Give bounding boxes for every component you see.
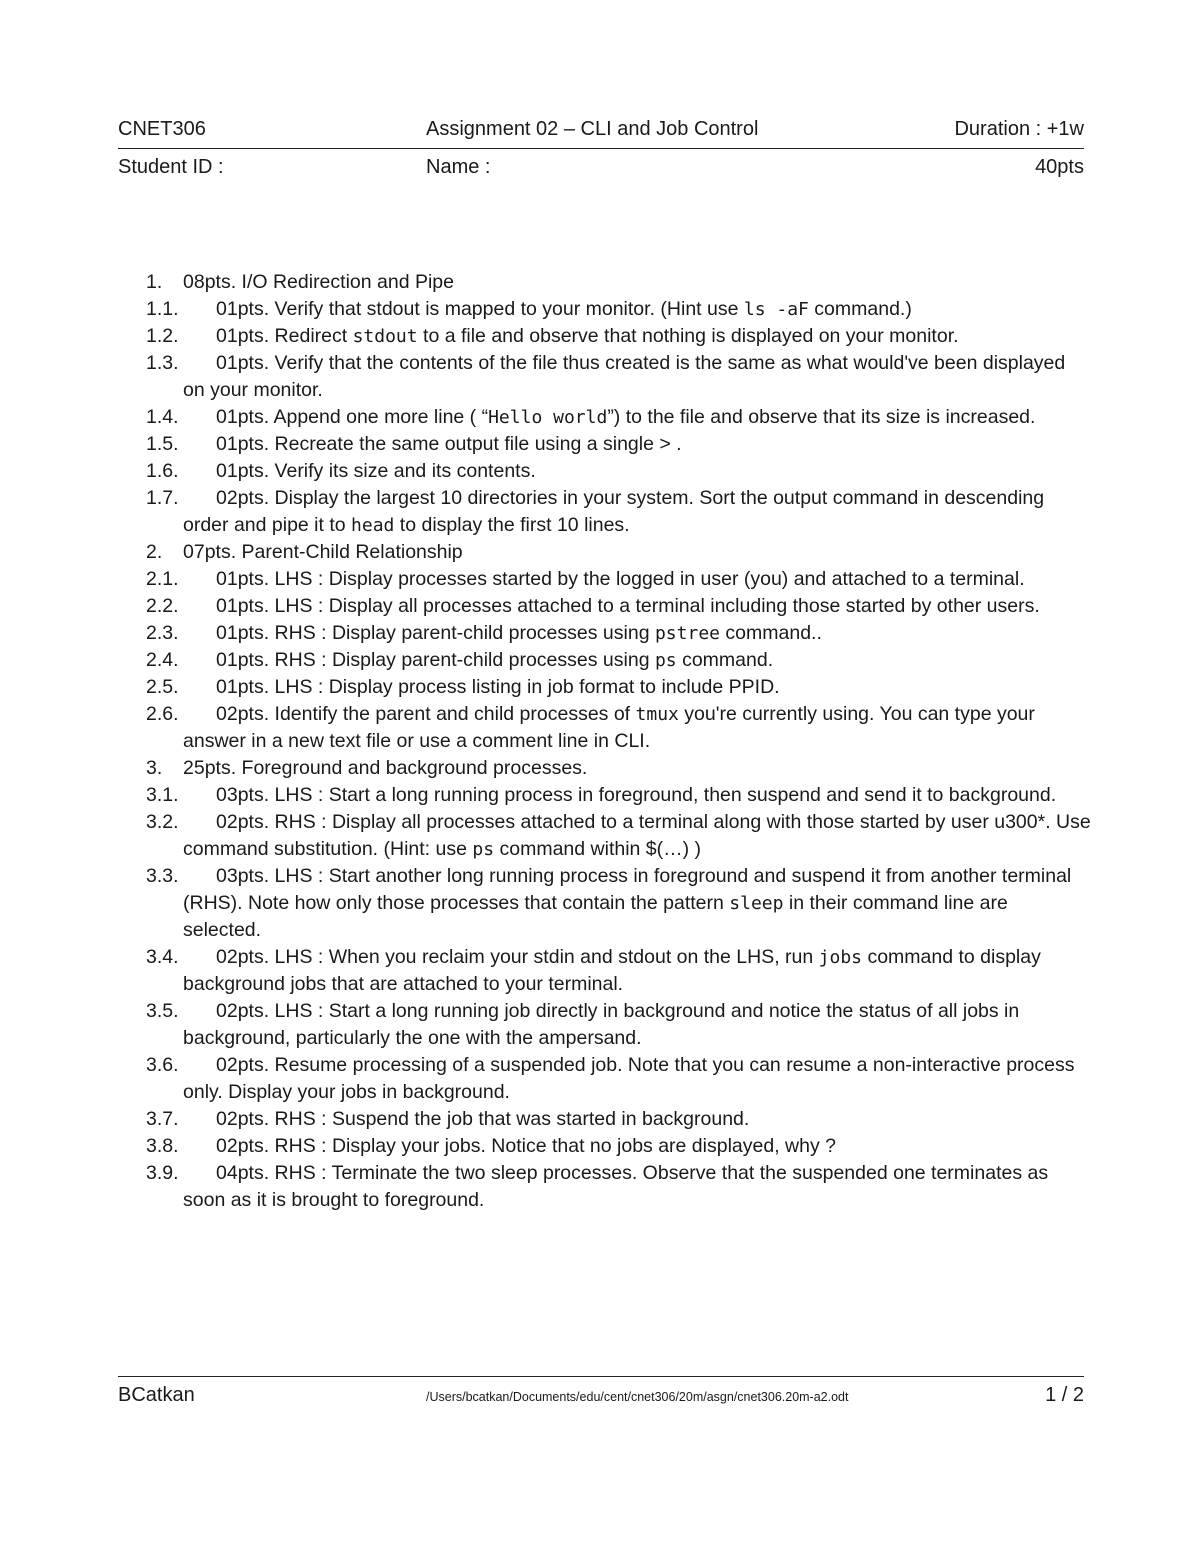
question-number: 1.7. (146, 487, 179, 509)
student-row (118, 156, 1084, 179)
question-text-part: RHS : Suspend the job that was started in background. (269, 1108, 750, 1130)
question-points: 03pts. (216, 784, 270, 806)
question-item (146, 593, 1091, 620)
question-points: 01pts. (216, 676, 270, 698)
question-text-part: RHS : Display parent-child processes using (269, 622, 655, 644)
question-text (183, 406, 1035, 428)
question-text-part: command. (676, 649, 774, 671)
question-text (183, 325, 959, 347)
question-text-part: command.. (720, 622, 822, 644)
question-points: 02pts. (216, 946, 270, 968)
name-label: Name : (426, 156, 491, 178)
question-text-part: to display the first 10 lines. (394, 514, 630, 536)
section-heading (146, 755, 1091, 782)
question-text-part: LHS : Start another long running process in foreground and suspend it from another terminal (RHS). Note how only those processes that contain the pattern (183, 865, 1072, 914)
section-number: 3. (146, 757, 163, 779)
question-text-part: ”) to the file and observe that its size is increased. (607, 406, 1036, 428)
question-points: 02pts. (216, 703, 270, 725)
question-item (146, 1052, 1091, 1106)
question-item (146, 1106, 1091, 1133)
question-text-part: command within $(…) ) (494, 838, 702, 860)
question-text (183, 865, 1071, 941)
question-number: 3.8. (146, 1135, 179, 1157)
question-item (146, 701, 1091, 755)
question-number: 3.7. (146, 1108, 179, 1130)
question-text-part: RHS : Display parent-child processes using (269, 649, 655, 671)
header-rule (118, 148, 1084, 149)
question-text (183, 1000, 1019, 1049)
course-code: CNET306 (118, 118, 206, 140)
question-text-part: Verify that the contents of the file thus created is the same as what would've been displayed on your monitor. (183, 352, 1066, 401)
question-item (146, 674, 1091, 701)
question-text (183, 1162, 1048, 1211)
command-code: ps (654, 650, 677, 671)
total-points: 40pts (1035, 156, 1084, 178)
command-code: ps (472, 839, 495, 860)
question-item (146, 998, 1091, 1052)
header-row (118, 118, 1084, 141)
page-number: 1 / 2 (1045, 1384, 1084, 1406)
question-text-part: you're currently using. You can type your answer in a new text file or use a comment line in CLI. (183, 703, 1035, 752)
question-item (146, 485, 1091, 539)
question-number: 1.5. (146, 433, 179, 455)
question-number: 3.2. (146, 811, 179, 833)
question-text-part: RHS : Display all processes attached to a terminal along with those started by user u300*. Use command substitution. (Hint: use (183, 811, 1091, 860)
question-text (183, 298, 912, 320)
question-item (146, 458, 1091, 485)
question-text-part: command.) (808, 298, 912, 320)
question-item (146, 431, 1091, 458)
question-points: 02pts. (216, 1000, 270, 1022)
question-text-part: Verify its size and its contents. (269, 460, 536, 482)
question-item (146, 809, 1091, 863)
question-item (146, 782, 1091, 809)
question-text-part: command to display background jobs that are attached to your terminal. (183, 946, 1041, 995)
question-text (183, 460, 536, 482)
question-number: 1.6. (146, 460, 179, 482)
question-text-part: RHS : Display your jobs. Notice that no jobs are displayed, why ? (269, 1135, 836, 1157)
question-number: 3.6. (146, 1054, 179, 1076)
question-text-part: in their command line are selected. (183, 892, 1008, 941)
question-number: 2.4. (146, 649, 179, 671)
question-text-part: Display the largest 10 directories in your system. Sort the output command in descending order and pipe it to (183, 487, 1045, 536)
question-text-part: LHS : Display process listing in job format to include PPID. (269, 676, 780, 698)
question-points: 04pts. (216, 1162, 270, 1184)
question-number: 3.5. (146, 1000, 179, 1022)
question-number: 3.9. (146, 1162, 179, 1184)
question-item (146, 566, 1091, 593)
question-text (183, 784, 1056, 806)
command-code: sleep (729, 893, 784, 914)
question-text-part: LHS : Display processes started by the logged in user (you) and attached to a terminal. (269, 568, 1025, 590)
question-number: 2.6. (146, 703, 179, 725)
question-item (146, 647, 1091, 674)
section-title: 07pts. Parent-Child Relationship (183, 541, 463, 563)
question-points: 01pts. (216, 433, 270, 455)
question-item (146, 1133, 1091, 1160)
section-title: 25pts. Foreground and background processes. (183, 757, 588, 779)
question-points: 02pts. (216, 1054, 270, 1076)
footer-file-path: /Users/bcatkan/Documents/edu/cent/cnet306/20m/asgn/cnet306.20m-a2.odt (426, 1390, 849, 1404)
question-number: 2.3. (146, 622, 179, 644)
command-code: Hello world (488, 407, 608, 428)
footer-rule (118, 1376, 1084, 1377)
question-points: 01pts. (216, 325, 270, 347)
question-text (183, 811, 1091, 860)
question-text-part: Resume processing of a suspended job. Note that you can resume a non-interactive process only. Display your jobs in background. (183, 1054, 1075, 1103)
question-text (183, 568, 1025, 590)
question-text-part: Verify that stdout is mapped to your monitor. (Hint use (269, 298, 744, 320)
question-text (183, 1054, 1075, 1103)
question-points: 01pts. (216, 460, 270, 482)
question-text (183, 352, 1065, 401)
question-text (183, 1108, 749, 1130)
question-number: 2.5. (146, 676, 179, 698)
question-points: 03pts. (216, 865, 270, 887)
footer-row (118, 1384, 1084, 1407)
question-number: 1.4. (146, 406, 179, 428)
footer-author: BCatkan (118, 1384, 195, 1406)
question-item (146, 944, 1091, 998)
question-number: 1.2. (146, 325, 179, 347)
command-code: tmux (635, 704, 679, 725)
question-item (146, 350, 1091, 404)
question-text (183, 433, 682, 455)
question-text-part: to a file and observe that nothing is displayed on your monitor. (417, 325, 959, 347)
question-text-part: Identify the parent and child processes of (269, 703, 636, 725)
section-number: 1. (146, 271, 163, 293)
question-points: 02pts. (216, 1135, 270, 1157)
question-number: 1.1. (146, 298, 179, 320)
assignment-title: Assignment 02 – CLI and Job Control (426, 118, 759, 140)
question-points: 01pts. (216, 595, 270, 617)
question-item (146, 404, 1091, 431)
question-text-part: LHS : Start a long running job directly in background and notice the status of all jobs in background, particularly the one with the ampersand. (183, 1000, 1020, 1049)
question-text-part: Recreate the same output file using a single > . (269, 433, 682, 455)
question-text (183, 622, 822, 644)
question-number: 1.3. (146, 352, 179, 374)
question-text-part: LHS : When you reclaim your stdin and stdout on the LHS, run (269, 946, 819, 968)
question-number: 2.1. (146, 568, 179, 590)
question-points: 01pts. (216, 352, 270, 374)
question-text-part: Append one more line ( “ (269, 406, 489, 428)
question-number: 3.1. (146, 784, 179, 806)
question-points: 01pts. (216, 622, 270, 644)
question-number: 3.4. (146, 946, 179, 968)
question-points: 01pts. (216, 649, 270, 671)
question-number: 2.2. (146, 595, 179, 617)
question-number: 3.3. (146, 865, 179, 887)
question-points: 01pts. (216, 406, 270, 428)
question-text-part: LHS : Start a long running process in foreground, then suspend and send it to background. (269, 784, 1057, 806)
question-text-part: LHS : Display all processes attached to a terminal including those started by other users. (269, 595, 1040, 617)
question-points: 01pts. (216, 298, 270, 320)
question-text-part: Redirect (269, 325, 353, 347)
command-code: head (351, 515, 395, 536)
question-text (183, 487, 1044, 536)
question-points: 01pts. (216, 568, 270, 590)
question-item (146, 620, 1091, 647)
student-id-label: Student ID : (118, 156, 224, 178)
question-points: 02pts. (216, 811, 270, 833)
question-text (183, 946, 1041, 995)
command-code: stdout (352, 326, 418, 347)
command-code: ls -aF (743, 299, 809, 320)
question-points: 02pts. (216, 487, 270, 509)
section-number: 2. (146, 541, 163, 563)
question-item (146, 863, 1091, 944)
question-text (183, 676, 780, 698)
question-points: 02pts. (216, 1108, 270, 1130)
section-title: 08pts. I/O Redirection and Pipe (183, 271, 454, 293)
question-text (183, 703, 1035, 752)
question-text (183, 1135, 836, 1157)
command-code: jobs (818, 947, 863, 968)
question-text-part: RHS : Terminate the two sleep processes. Observe that the suspended one terminates as soon as it is brought to foreground. (183, 1162, 1049, 1211)
question-item (146, 1160, 1091, 1214)
section-heading (146, 269, 1091, 296)
question-item (146, 296, 1091, 323)
section-heading (146, 539, 1091, 566)
question-item (146, 323, 1091, 350)
question-text (183, 649, 773, 671)
question-text (183, 595, 1040, 617)
duration: Duration : +1w (954, 118, 1084, 140)
question-list (146, 269, 1091, 1214)
command-code: pstree (654, 623, 720, 644)
